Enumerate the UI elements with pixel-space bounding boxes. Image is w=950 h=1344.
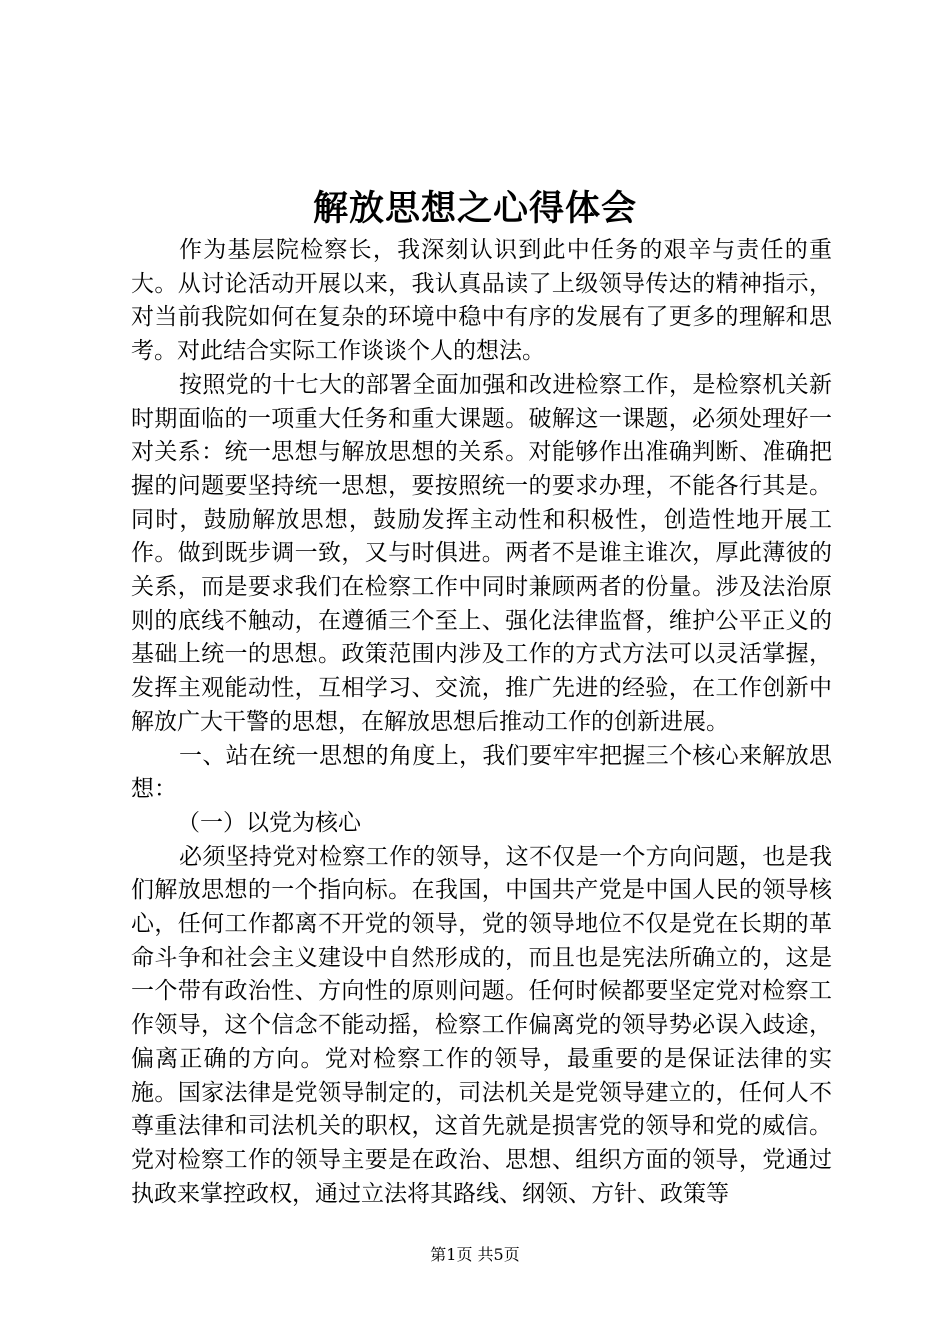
paragraph-relationship: 按照党的十七大的部署全面加强和改进检察工作，是检察机关新时期面临的一项重大任务和重大课题。破解这一课题，必须处理好一对关系：统一思想与解放思想的关系。对能够作出准确判断、准确把握的问题要坚持统一思想，要按照统一的要求办理，不能各行其是。同时，鼓励解放思想，鼓励发挥主动性和积极性，创造性地开展工作。做到既步调一致，又与时俱进。两者不是谁主谁次，厚此薄彼的关系，而是要求我们在检察工作中同时兼顾两者的份量。涉及法治原则的底线不触动，在遵循三个至上、强化法律监督，维护公平正义的基础上统一的思想。政策范围内涉及工作的方式方法可以灵活掌握，发挥主观能动性，互相学习、交流，推广先进的经验，在工作创新中解放广大干警的思想，在解放思想后推动工作的创新进展。 <box>131 371 832 735</box>
paragraph-party-leadership: 必须坚持党对检察工作的领导，这不仅是一个方向问题，也是我们解放思想的一个指向标。在我国，中国共产党是中国人民的领导核心，任何工作都离不开党的领导，党的领导地位不仅是党在长期的革命斗争和社会主义建设中自然形成的，而且也是宪法所确立的，这是一个带有政治性、方向性的原则问题。任何时候都要坚定党对检察工作领导，这个信念不能动摇，检察工作偏离党的领导势必误入歧途，偏离正确的方向。党对检察工作的领导，最重要的是保证法律的实施。国家法律是党领导制定的，司法机关是党领导建立的，任何人不尊重法律和司法机关的职权，这首先就是损害党的领导和党的威信。党对检察工作的领导主要是在政治、思想、组织方面的领导，党通过执政来掌控政权，通过立法将其路线、纲领、方针、政策等 <box>131 843 832 1207</box>
paragraph-intro: 作为基层院检察长，我深刻认识到此中任务的艰辛与责任的重大。从讨论活动开展以来，我认真品读了上级领导传达的精神指示，对当前我院如何在复杂的环境中稳中有序的发展有了更多的理解和思考。对此结合实际工作谈谈个人的想法。 <box>131 237 832 365</box>
subsection-heading-party: （一）以党为核心 <box>177 809 361 836</box>
document-title: 解放思想之心得体会 <box>312 188 637 229</box>
document-body <box>131 234 832 1211</box>
section-heading-one: 一、站在统一思想的角度上，我们要牢牢把握三个核心来解放思想： <box>131 742 832 803</box>
page-footer: 第1页 共5页 <box>430 1245 520 1264</box>
